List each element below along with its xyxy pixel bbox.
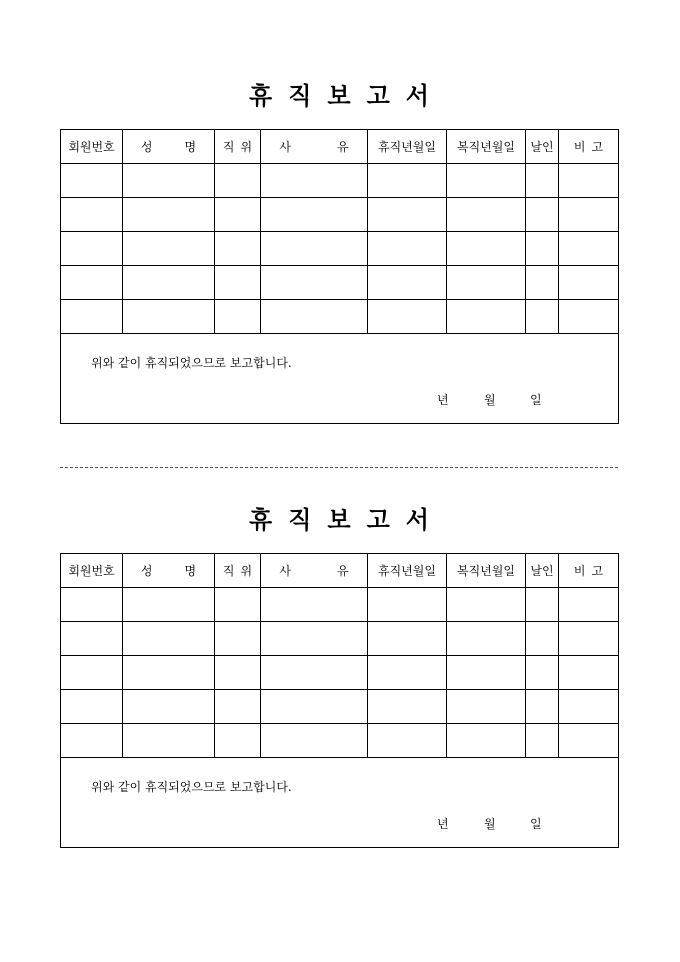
- header-position: 직 위: [215, 130, 261, 164]
- table-row: [61, 164, 619, 198]
- cell-remarks[interactable]: [559, 656, 619, 690]
- header-name: 성 명: [123, 130, 215, 164]
- date-line: [437, 391, 542, 408]
- header-leave-date: 휴직년월일: [368, 554, 447, 588]
- cell-seal[interactable]: [526, 164, 559, 198]
- table-row: [61, 588, 619, 622]
- date-year-label: 년: [437, 817, 449, 831]
- cell-remarks[interactable]: [559, 724, 619, 758]
- cell-seal[interactable]: [526, 690, 559, 724]
- cell-name[interactable]: [123, 164, 215, 198]
- leave-report-table: [60, 129, 619, 424]
- cell-position[interactable]: [215, 266, 261, 300]
- cell-return-date[interactable]: [447, 690, 526, 724]
- cell-return-date[interactable]: [447, 232, 526, 266]
- cell-leave-date[interactable]: [368, 164, 447, 198]
- cell-name[interactable]: [123, 198, 215, 232]
- header-row: [61, 554, 619, 588]
- cell-name[interactable]: [123, 622, 215, 656]
- cell-remarks[interactable]: [559, 266, 619, 300]
- header-return-date: 복직년월일: [447, 130, 526, 164]
- header-name: 성 명: [123, 554, 215, 588]
- cell-position[interactable]: [215, 300, 261, 334]
- cell-reason[interactable]: [261, 656, 368, 690]
- cell-reason[interactable]: [261, 198, 368, 232]
- cell-return-date[interactable]: [447, 164, 526, 198]
- cell-seal[interactable]: [526, 198, 559, 232]
- header-reason: 사 유: [261, 554, 368, 588]
- cell-return-date[interactable]: [447, 266, 526, 300]
- cell-member-no[interactable]: [61, 656, 123, 690]
- date-month-label: 월: [484, 393, 496, 407]
- cell-return-date[interactable]: [447, 300, 526, 334]
- cell-leave-date[interactable]: [368, 656, 447, 690]
- header-seal: 날인: [526, 130, 559, 164]
- cell-leave-date[interactable]: [368, 690, 447, 724]
- header-position: 직 위: [215, 554, 261, 588]
- cell-reason[interactable]: [261, 690, 368, 724]
- cell-seal[interactable]: [526, 588, 559, 622]
- cell-member-no[interactable]: [61, 588, 123, 622]
- cell-seal[interactable]: [526, 656, 559, 690]
- cell-remarks[interactable]: [559, 690, 619, 724]
- cell-position[interactable]: [215, 690, 261, 724]
- cell-leave-date[interactable]: [368, 232, 447, 266]
- cell-member-no[interactable]: [61, 232, 123, 266]
- cell-position[interactable]: [215, 656, 261, 690]
- date-day-label: 일: [530, 393, 542, 407]
- report-title: 휴 직 보 고 서: [249, 81, 429, 110]
- statement-cell: [61, 334, 619, 424]
- cell-reason[interactable]: [261, 164, 368, 198]
- cell-name[interactable]: [123, 266, 215, 300]
- cell-reason[interactable]: [261, 622, 368, 656]
- header-row: [61, 130, 619, 164]
- cell-member-no[interactable]: [61, 622, 123, 656]
- cell-name[interactable]: [123, 690, 215, 724]
- cell-position[interactable]: [215, 164, 261, 198]
- cell-seal[interactable]: [526, 232, 559, 266]
- cell-member-no[interactable]: [61, 198, 123, 232]
- report-title: 휴 직 보 고 서: [249, 505, 429, 534]
- cell-remarks[interactable]: [559, 622, 619, 656]
- cell-return-date[interactable]: [447, 724, 526, 758]
- cell-member-no[interactable]: [61, 266, 123, 300]
- date-year-label: 년: [437, 393, 449, 407]
- cell-reason[interactable]: [261, 724, 368, 758]
- cell-position[interactable]: [215, 588, 261, 622]
- header-member-no: 회원번호: [61, 554, 123, 588]
- cell-seal[interactable]: [526, 266, 559, 300]
- table-row: [61, 232, 619, 266]
- cell-position[interactable]: [215, 724, 261, 758]
- cell-member-no[interactable]: [61, 690, 123, 724]
- header-reason: 사 유: [261, 130, 368, 164]
- cell-leave-date[interactable]: [368, 622, 447, 656]
- cell-remarks[interactable]: [559, 588, 619, 622]
- table-row: [61, 690, 619, 724]
- table-row: [61, 198, 619, 232]
- header-member-no: 회원번호: [61, 130, 123, 164]
- cell-leave-date[interactable]: [368, 724, 447, 758]
- table-row: [61, 266, 619, 300]
- date-month-label: 월: [484, 817, 496, 831]
- cell-position[interactable]: [215, 622, 261, 656]
- cell-reason[interactable]: [261, 300, 368, 334]
- cell-name[interactable]: [123, 300, 215, 334]
- statement-cell: [61, 758, 619, 848]
- cell-position[interactable]: [215, 198, 261, 232]
- header-remarks: 비 고: [559, 554, 619, 588]
- header-remarks: 비 고: [559, 130, 619, 164]
- cell-remarks[interactable]: [559, 198, 619, 232]
- cell-name[interactable]: [123, 588, 215, 622]
- date-day-label: 일: [530, 817, 542, 831]
- cut-line-divider: [60, 467, 618, 468]
- table-row: [61, 622, 619, 656]
- cell-remarks[interactable]: [559, 300, 619, 334]
- cell-member-no[interactable]: [61, 724, 123, 758]
- cell-name[interactable]: [123, 232, 215, 266]
- cell-name[interactable]: [123, 724, 215, 758]
- header-return-date: 복직년월일: [447, 554, 526, 588]
- cell-leave-date[interactable]: [368, 198, 447, 232]
- cell-seal[interactable]: [526, 300, 559, 334]
- cell-seal[interactable]: [526, 724, 559, 758]
- cell-member-no[interactable]: [61, 300, 123, 334]
- table-row: [61, 724, 619, 758]
- statement-row: [61, 758, 619, 848]
- cell-seal[interactable]: [526, 622, 559, 656]
- header-seal: 날인: [526, 554, 559, 588]
- cell-leave-date[interactable]: [368, 300, 447, 334]
- cell-return-date[interactable]: [447, 588, 526, 622]
- cell-leave-date[interactable]: [368, 588, 447, 622]
- cell-reason[interactable]: [261, 588, 368, 622]
- statement-text: 위와 같이 휴직되었으므로 보고합니다.: [91, 356, 292, 370]
- statement-row: [61, 334, 619, 424]
- cell-reason[interactable]: [261, 266, 368, 300]
- cell-return-date[interactable]: [447, 622, 526, 656]
- cell-reason[interactable]: [261, 232, 368, 266]
- cell-remarks[interactable]: [559, 164, 619, 198]
- table-row: [61, 656, 619, 690]
- cell-return-date[interactable]: [447, 198, 526, 232]
- date-line: [437, 815, 542, 832]
- cell-remarks[interactable]: [559, 232, 619, 266]
- cell-leave-date[interactable]: [368, 266, 447, 300]
- statement-text: 위와 같이 휴직되었으므로 보고합니다.: [91, 780, 292, 794]
- leave-report-table: [60, 553, 619, 848]
- table-row: [61, 300, 619, 334]
- header-leave-date: 휴직년월일: [368, 130, 447, 164]
- cell-name[interactable]: [123, 656, 215, 690]
- cell-member-no[interactable]: [61, 164, 123, 198]
- cell-position[interactable]: [215, 232, 261, 266]
- cell-return-date[interactable]: [447, 656, 526, 690]
